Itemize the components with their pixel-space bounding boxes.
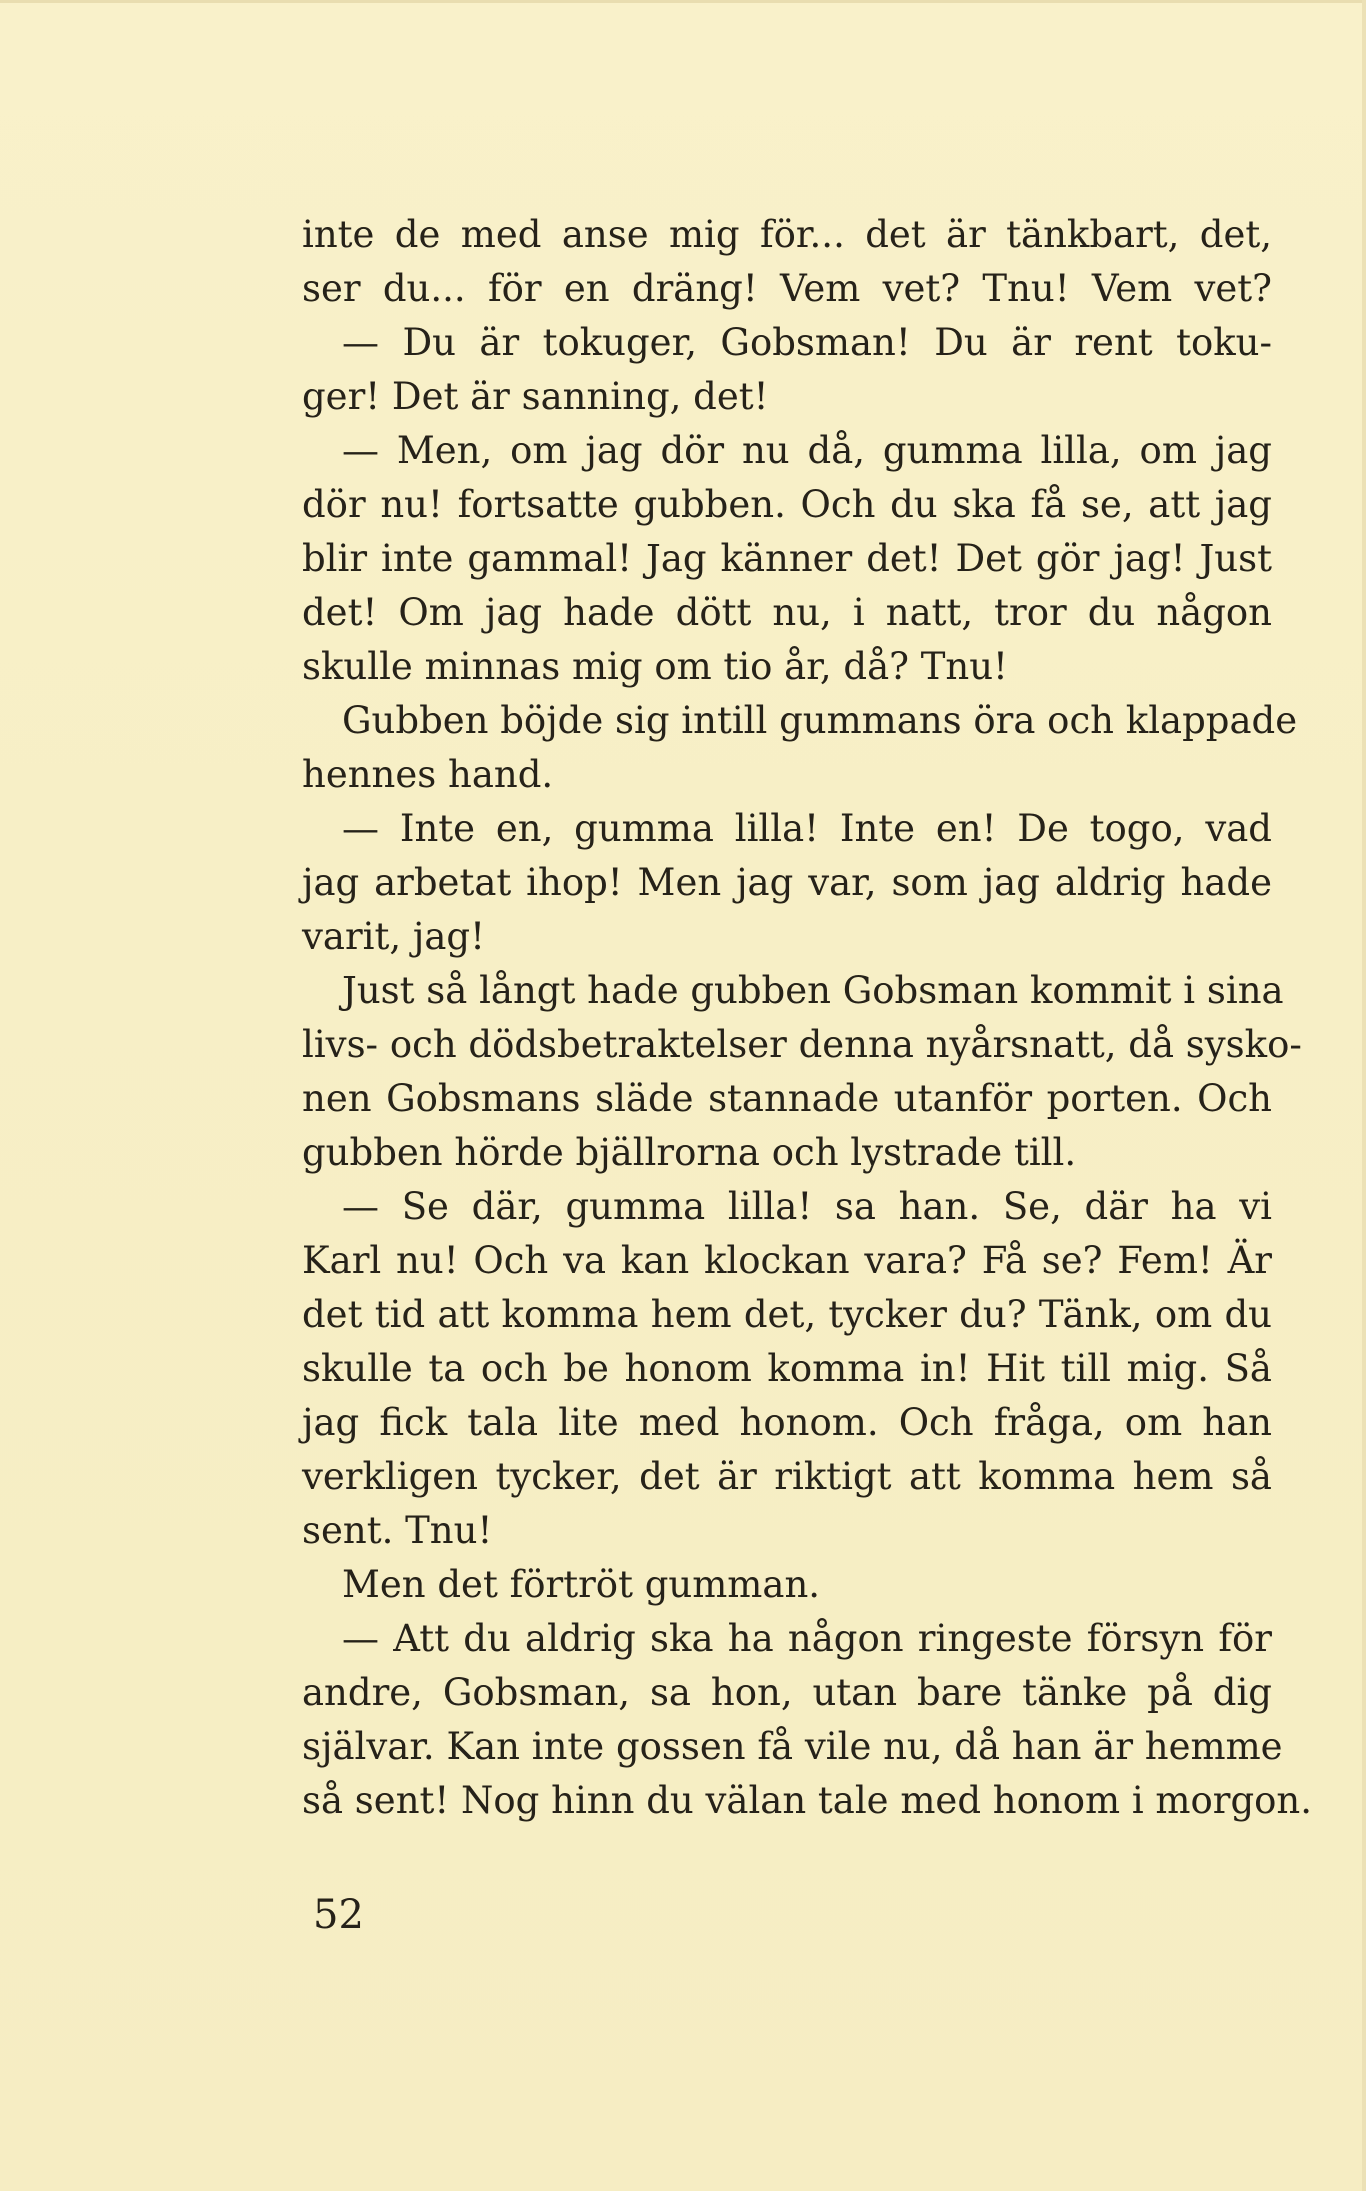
text-line: självar. Kan inte gossen få vile nu, då han är hemme xyxy=(302,1725,1283,1768)
text-line: livs- och dödsbetraktelser denna nyårsnatt, då sysko- xyxy=(302,1023,1302,1066)
text-line: Men det förtröt gumman. xyxy=(342,1563,821,1606)
text-line: skulle minnas mig om tio år, då? Tnu! xyxy=(302,645,1008,688)
text-line: sent. Tnu! xyxy=(302,1509,493,1552)
text-line: Gubben böjde sig intill gummans öra och klappade xyxy=(342,699,1298,742)
text-line: skulle ta och be honom komma in! Hit till mig. Så xyxy=(302,1347,1272,1390)
text-line: varit, jag! xyxy=(302,915,485,958)
text-line: — Du är tokuger, Gobsman! Du är rent toku- xyxy=(342,321,1272,364)
text-line: hennes hand. xyxy=(302,753,554,796)
text-line: inte de med anse mig för... det är tänkbart, det, xyxy=(302,213,1272,256)
text-line: dör nu! fortsatte gubben. Och du ska få se, att jag xyxy=(302,483,1272,526)
text-line: andre, Gobsman, sa hon, utan bare tänke på dig xyxy=(302,1671,1272,1714)
text-line: gubben hörde bjällrorna och lystrade till. xyxy=(302,1131,1077,1174)
text-line: — Men, om jag dör nu då, gumma lilla, om jag xyxy=(342,429,1272,472)
text-line: så sent! Nog hinn du välan tale med honom i morgon. xyxy=(302,1779,1313,1822)
text-line: nen Gobsmans släde stannade utanför porten. Och xyxy=(302,1077,1272,1120)
text-line: det! Om jag hade dött nu, i natt, tror du någon xyxy=(302,591,1272,634)
body-text xyxy=(302,208,1313,1828)
page-top-edge xyxy=(0,0,1366,3)
text-line: jag fick tala lite med honom. Och fråga, om han xyxy=(302,1401,1272,1444)
text-line: ser du... för en dräng! Vem vet? Tnu! Vem vet? xyxy=(302,267,1272,310)
text-line: — Inte en, gumma lilla! Inte en! De togo, vad xyxy=(342,807,1272,850)
text-line: Karl nu! Och va kan klockan vara? Få se? Fem! Är xyxy=(302,1239,1272,1282)
text-line: jag arbetat ihop! Men jag var, som jag aldrig hade xyxy=(302,861,1272,904)
text-line: — Att du aldrig ska ha någon ringeste försyn för xyxy=(342,1617,1272,1660)
text-line: ger! Det är sanning, det! xyxy=(302,375,769,418)
text-line: verkligen tycker, det är riktigt att komma hem så xyxy=(302,1455,1272,1498)
text-line: det tid att komma hem det, tycker du? Tänk, om du xyxy=(302,1293,1272,1336)
text-line: — Se där, gumma lilla! sa han. Se, där ha vi xyxy=(342,1185,1272,1228)
page-number: 52 xyxy=(313,1892,364,1938)
text-line: Just så långt hade gubben Gobsman kommit i sina xyxy=(342,969,1284,1012)
page-right-edge xyxy=(1362,0,1366,2191)
text-line: blir inte gammal! Jag känner det! Det gör jag! Just xyxy=(302,537,1272,580)
